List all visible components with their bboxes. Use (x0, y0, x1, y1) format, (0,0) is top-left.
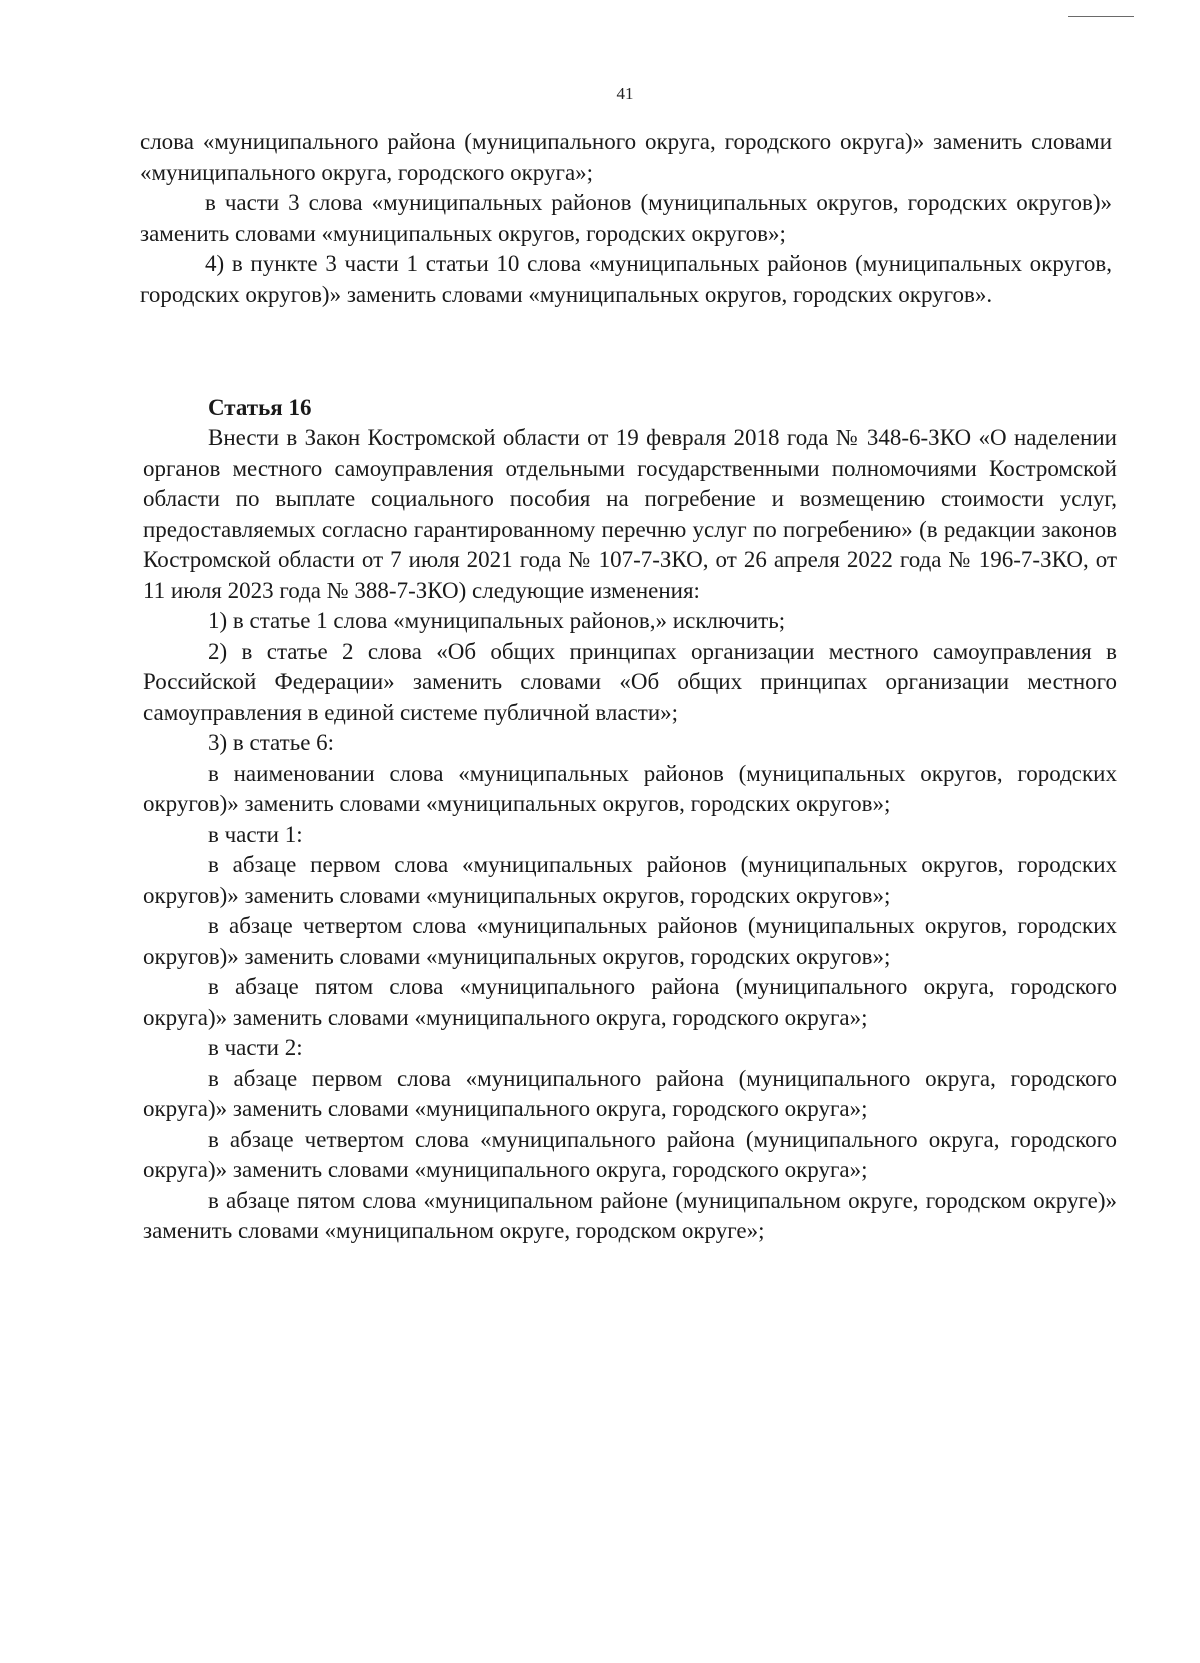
list-item: в абзаце пятом слова «муниципальном районе (муниципальном округе, городском округе)» заменить словами «муниципальном округе, городском округе»; (143, 1187, 1117, 1243)
list-item: 1) в статье 1 слова «муниципальных районов,» исключить; (208, 608, 786, 633)
list-item: в части 2: (208, 1035, 303, 1060)
article-intro: Внести в Закон Костромской области от 19 февраля 2018 года № 348-6-ЗКО «О наделении органов местного самоуправления отдельными государственными полномочиями Костромской области по выплате социального пособия на погребение и возмещению стоимости услуг, предоставляемых согласно гарантированному перечню услуг по погребению» (в редакции законов Костромской области от 7 июля 2021 года № 107-7-ЗКО, от 26 апреля 2022 года № 196-7-ЗКО, от 11 июля 2023 года № 388-7-ЗКО) следующие изменения: (143, 425, 1117, 603)
page-number: 41 (616, 84, 634, 103)
article-16-section (143, 393, 1117, 1247)
paragraph-continuation: слова «муниципального района (муниципального округа, городского округа)» заменить словами «муниципального округа, городского округа»; (140, 129, 1112, 185)
list-item: в абзаце первом слова «муниципального района (муниципального округа, городского округа)» заменить словами «муниципального округа, городского округа»; (143, 1065, 1117, 1121)
list-item: в части 1: (208, 821, 303, 847)
list-item: в наименовании слова «муниципальных районов (муниципальных округов, городских округов)» заменить словами «муниципальных округов, городских округов»; (143, 760, 1117, 816)
corner-mark-line (1068, 16, 1134, 17)
list-item: 2) в статье 2 слова «Об общих принципах организации местного самоуправления в Российской Федерации» заменить словами «Об общих принципах организации местного самоуправления в единой системе публичной власти»; (143, 638, 1117, 725)
list-item: в абзаце четвертом слова «муниципальных районов (муниципальных округов, городских округов)» заменить словами «муниципальных округов, городских округов»; (143, 913, 1117, 969)
paragraph-item4: 4) в пункте 3 части 1 статьи 10 слова «муниципальных районов (муниципальных округов, городских округов)» заменить словами «муниципальных округов, городских округов». (140, 251, 1112, 307)
paragraph-part3: в части 3 слова «муниципальных районов (муниципальных округов, городских округов)» заменить словами «муниципальных округов, городских округов»; (140, 190, 1112, 246)
list-item: в абзаце четвертом слова «муниципального района (муниципального округа, городского округа)» заменить словами «муниципального округа, городского округа»; (143, 1126, 1117, 1182)
list-item: 3) в статье 6: (208, 730, 335, 755)
list-item: в абзаце первом слова «муниципальных районов (муниципальных округов, городских округов)» заменить словами «муниципальных округов, городских округов»; (143, 852, 1117, 908)
article-heading: Статья 16 (208, 395, 312, 420)
top-section (140, 127, 1112, 310)
list-item: в абзаце пятом слова «муниципального района (муниципального округа, городского округа)» заменить словами «муниципального округа, городского округа»; (143, 974, 1117, 1030)
